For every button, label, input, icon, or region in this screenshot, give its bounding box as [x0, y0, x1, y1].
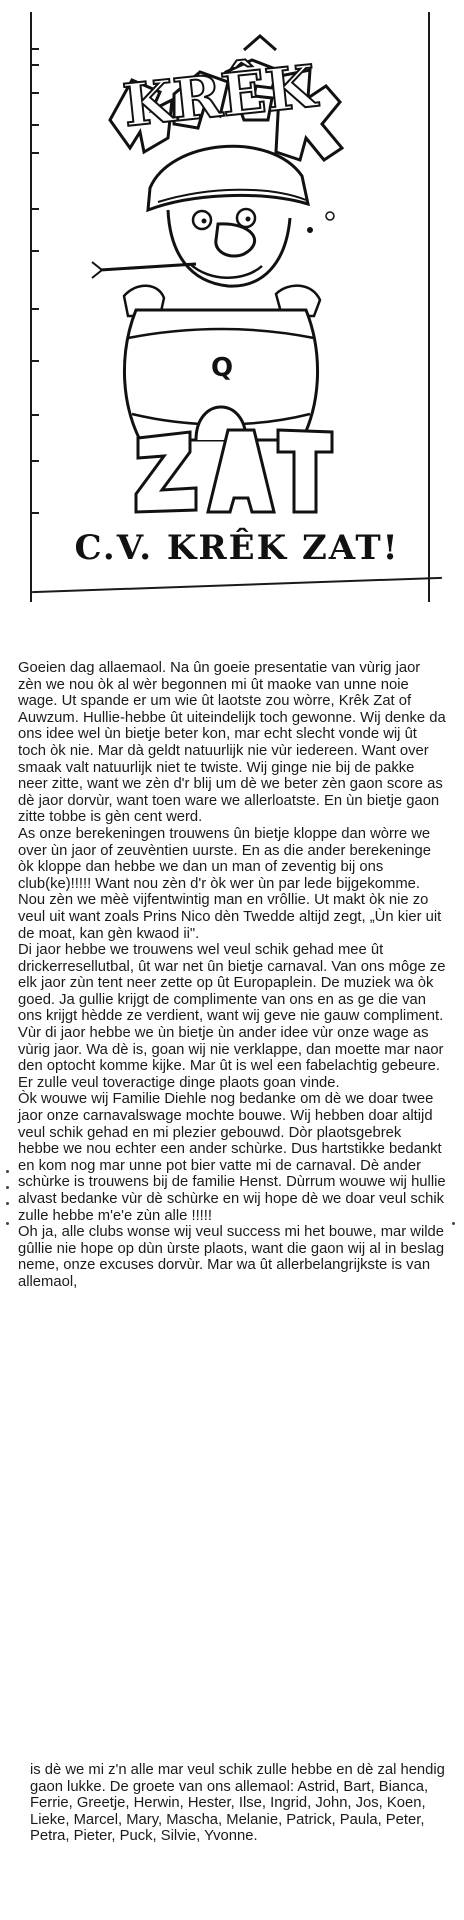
frame-tick — [30, 208, 39, 210]
frame-tick — [30, 512, 39, 514]
article-continuation: is dè we mi z'n alle mar veul schik zulle hebbe en dè zal hendig gaon lukke. De groete van ons allemaol: Astrid, Bart, Bianca, Ferrie, Greetje, Herwin, Hester, Ilse, Ingrid, John, Jos, Koen, Lieke, Marcel, Mary, Mascha, Melanie, Patrick, Paula, Peter, Petra, Pieter, Puck, Silvie, Yvonne. — [30, 1762, 445, 1845]
margin-mark — [452, 1222, 455, 1225]
frame-tick — [30, 360, 39, 362]
frame-tick — [30, 48, 39, 50]
margin-mark — [6, 1222, 9, 1225]
cartoon-drawing — [40, 20, 400, 520]
article-paragraph: Goeien dag allaemaol. Na ûn goeie presentatie van vùrig jaor zèn we nou òk al wèr begonnen mi ût maoke van unne noie wage. Ut spande er um wie ût laotste zou wòrre, Krêk Zat of Auwzum. Hullie-hebbe ût uiteindelijk toch gewonne. Wij denke da ons idee wel ùn bietje beter kon, mar echt slecht vonde wij ût toch òk nie. Mar dà geldt natuurlijk nie vùr iedereen. Want over smaak valt natuurlijk niet te twiste. Wij ginge nie bij de pakke neer zitte, want we zèn d'r blij um dè we beter zèn gaon score as dè jaor dorvùr, want toen ware we allerloatste. En ùn bietje gaon zitte tobbe is gèn cent werd. — [18, 660, 446, 826]
frame-tick — [30, 460, 39, 462]
club-banner — [62, 528, 412, 580]
frame-tick — [30, 308, 39, 310]
frame-tick — [30, 152, 39, 154]
article-body — [18, 660, 446, 1291]
bubble-ring — [326, 212, 334, 220]
frame-tick — [30, 64, 39, 66]
article-paragraph: Òk wouwe wij Familie Diehle nog bedanke om dè we doar twee jaor onze carnavalswage mochte bouwe. Wij hebben doar altijd veul schik gehad en mi plezier gebouwd. Dòr plaotsgebrek hebbe we nou echter een ander schùrke. Dus hartstikke bedankt en kom nog mar unne pot bier vatte mi de carnaval. Dè ander schùrke is trouwens bij de familie Henst. Dùrrum wouwe wij hullie alvast bedanke vùr dè schùrke en wij hope dè we doar veul schik zulle hebbe m'e'e zùn alle !!!!! — [18, 1091, 446, 1224]
frame-tick — [30, 250, 39, 252]
smoke-mark — [92, 262, 102, 278]
frame-tick — [30, 124, 39, 126]
article-paragraph: Oh ja, alle clubs wonse wij veul success mi het bouwe, mar wilde gûllie nie hope op dùn ùrste plaots, want die gaon wij al in beslag neme, onze excuses dorvùr. Mar wa ût allerbelangrijkste is van allemaol, — [18, 1224, 445, 1290]
bubble-dot — [307, 227, 313, 233]
article-paragraph: Vùr di jaor hebbe we ùn bietje ùn ander idee vùr onze wage as vùrig jaor. Wa dè is, goan wij nie verklappe, dan moette mar naor den optocht komme kijke. Mar ût is wel een fabelachtig gebeure. Er zulle veul toveractige dinge plaots goan vinde. — [18, 1025, 444, 1091]
article-paragraph: As onze berekeningen trouwens ûn bietje kloppe dan wòrre we over ùn jaor of zeuvèntien uurste. En as die ander berekeninge òk kloppe dan hebbe we dan un man of zeventig bij ons club(ke)!!!!! Want nou zèn d'r òk wer ùn par lede bijgekomme. Nou zèn we mèè vijfentwintig man en vrôllie. Ut makt òk nie zo veul uit want zoals Prins Nico dèn Twedde altijd zegt, „Ùn kier uit de moat, kan gèn kwaod ii". — [18, 825, 442, 942]
barrel-letter: Q — [210, 353, 234, 383]
pupil-left — [202, 219, 207, 224]
margin-mark — [6, 1186, 9, 1189]
frame-tick — [30, 92, 39, 94]
cigar-shape — [100, 264, 196, 270]
cartoon-illustration — [40, 20, 400, 520]
article-paragraph: Di jaor hebbe we trouwens wel veul schik gehad mee ût drickerresellutbal, ût war net ûn bietje carnaval. Van ons môge ze elk jaor zùn tent neer zette op ût Europaplein. De muziek wa òk goed. Ja gullie krijgt de complimente van ons en as ge die van ons krijgt hèdde ze verdient, want wij geve nie gauw compliment. — [18, 942, 446, 1025]
frame-tick — [30, 414, 39, 416]
margin-mark — [6, 1170, 9, 1173]
logo-word-bottom — [136, 430, 332, 512]
pupil-right — [246, 217, 251, 222]
logo-text-top: KRÊK — [119, 52, 320, 140]
margin-mark — [6, 1202, 9, 1205]
banner-title: C.V. KRÊK ZAT! — [74, 528, 400, 568]
